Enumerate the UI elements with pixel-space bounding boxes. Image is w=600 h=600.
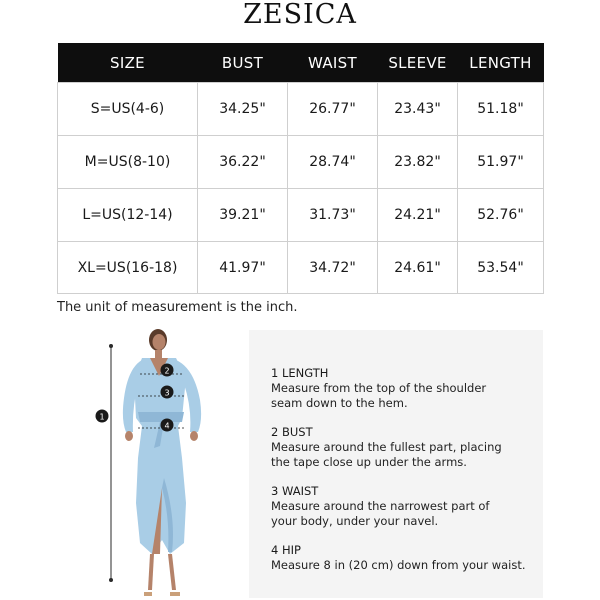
guide-text: Measure around the narrowest part of bbox=[271, 499, 490, 513]
guide-title: 3 WAIST bbox=[271, 484, 319, 498]
table-row bbox=[58, 189, 544, 242]
header-size: SIZE bbox=[58, 43, 198, 83]
table-row bbox=[58, 136, 544, 189]
marker-length bbox=[96, 410, 109, 423]
bust-cell: 39.21" bbox=[198, 189, 288, 242]
sleeve-cell: 23.43" bbox=[378, 83, 458, 136]
unit-note: The unit of measurement is the inch. bbox=[57, 300, 298, 315]
guide-text: Measure around the fullest part, placing bbox=[271, 440, 502, 454]
guide-section-bust bbox=[271, 425, 539, 470]
marker-hip bbox=[161, 419, 174, 432]
table-row bbox=[58, 83, 544, 136]
sleeve-cell: 24.21" bbox=[378, 189, 458, 242]
bust-cell: 36.22" bbox=[198, 136, 288, 189]
waist-cell: 34.72" bbox=[288, 242, 378, 294]
guide-section-length bbox=[271, 366, 539, 411]
size-cell: L=US(12-14) bbox=[58, 189, 198, 242]
table-header-row bbox=[58, 43, 544, 83]
length-guide bbox=[109, 344, 113, 582]
length-cell: 51.18" bbox=[458, 83, 544, 136]
size-cell: M=US(8-10) bbox=[58, 136, 198, 189]
header-length: LENGTH bbox=[458, 43, 544, 83]
waist-cell: 31.73" bbox=[288, 189, 378, 242]
length-cell: 52.76" bbox=[458, 189, 544, 242]
size-cell: XL=US(16-18) bbox=[58, 242, 198, 294]
waist-cell: 26.77" bbox=[288, 83, 378, 136]
guide-text: seam down to the hem. bbox=[271, 396, 408, 410]
measurement-guide-panel bbox=[249, 330, 543, 598]
marker-bust bbox=[161, 364, 174, 377]
size-cell: S=US(4-6) bbox=[58, 83, 198, 136]
header-sleeve: SLEEVE bbox=[378, 43, 458, 83]
guide-text: your body, under your navel. bbox=[271, 514, 439, 528]
header-waist: WAIST bbox=[288, 43, 378, 83]
guide-text: the tape close up under the arms. bbox=[271, 455, 467, 469]
bust-cell: 41.97" bbox=[198, 242, 288, 294]
sleeve-cell: 24.61" bbox=[378, 242, 458, 294]
length-cell: 51.97" bbox=[458, 136, 544, 189]
header-bust: BUST bbox=[198, 43, 288, 83]
guide-section-waist bbox=[271, 484, 539, 529]
guide-section-hip bbox=[271, 543, 539, 573]
guide-text: Measure from the top of the shoulder bbox=[271, 381, 487, 395]
svg-text:3: 3 bbox=[164, 388, 170, 398]
waist-cell: 28.74" bbox=[288, 136, 378, 189]
bust-cell: 34.25" bbox=[198, 83, 288, 136]
guide-title: 1 LENGTH bbox=[271, 366, 329, 380]
svg-text:1: 1 bbox=[99, 412, 105, 422]
guide-title: 2 BUST bbox=[271, 425, 313, 439]
measurement-figure bbox=[90, 328, 230, 600]
svg-text:2: 2 bbox=[164, 366, 170, 376]
length-cell: 53.54" bbox=[458, 242, 544, 294]
guide-text: Measure 8 in (20 cm) down from your waist. bbox=[271, 558, 526, 572]
brand-logo: ZESICA bbox=[243, 0, 357, 30]
sleeve-cell: 23.82" bbox=[378, 136, 458, 189]
marker-waist bbox=[161, 386, 174, 399]
table-row bbox=[58, 242, 544, 294]
size-chart-table bbox=[57, 43, 544, 294]
guide-title: 4 HIP bbox=[271, 543, 301, 557]
svg-text:4: 4 bbox=[164, 421, 170, 431]
